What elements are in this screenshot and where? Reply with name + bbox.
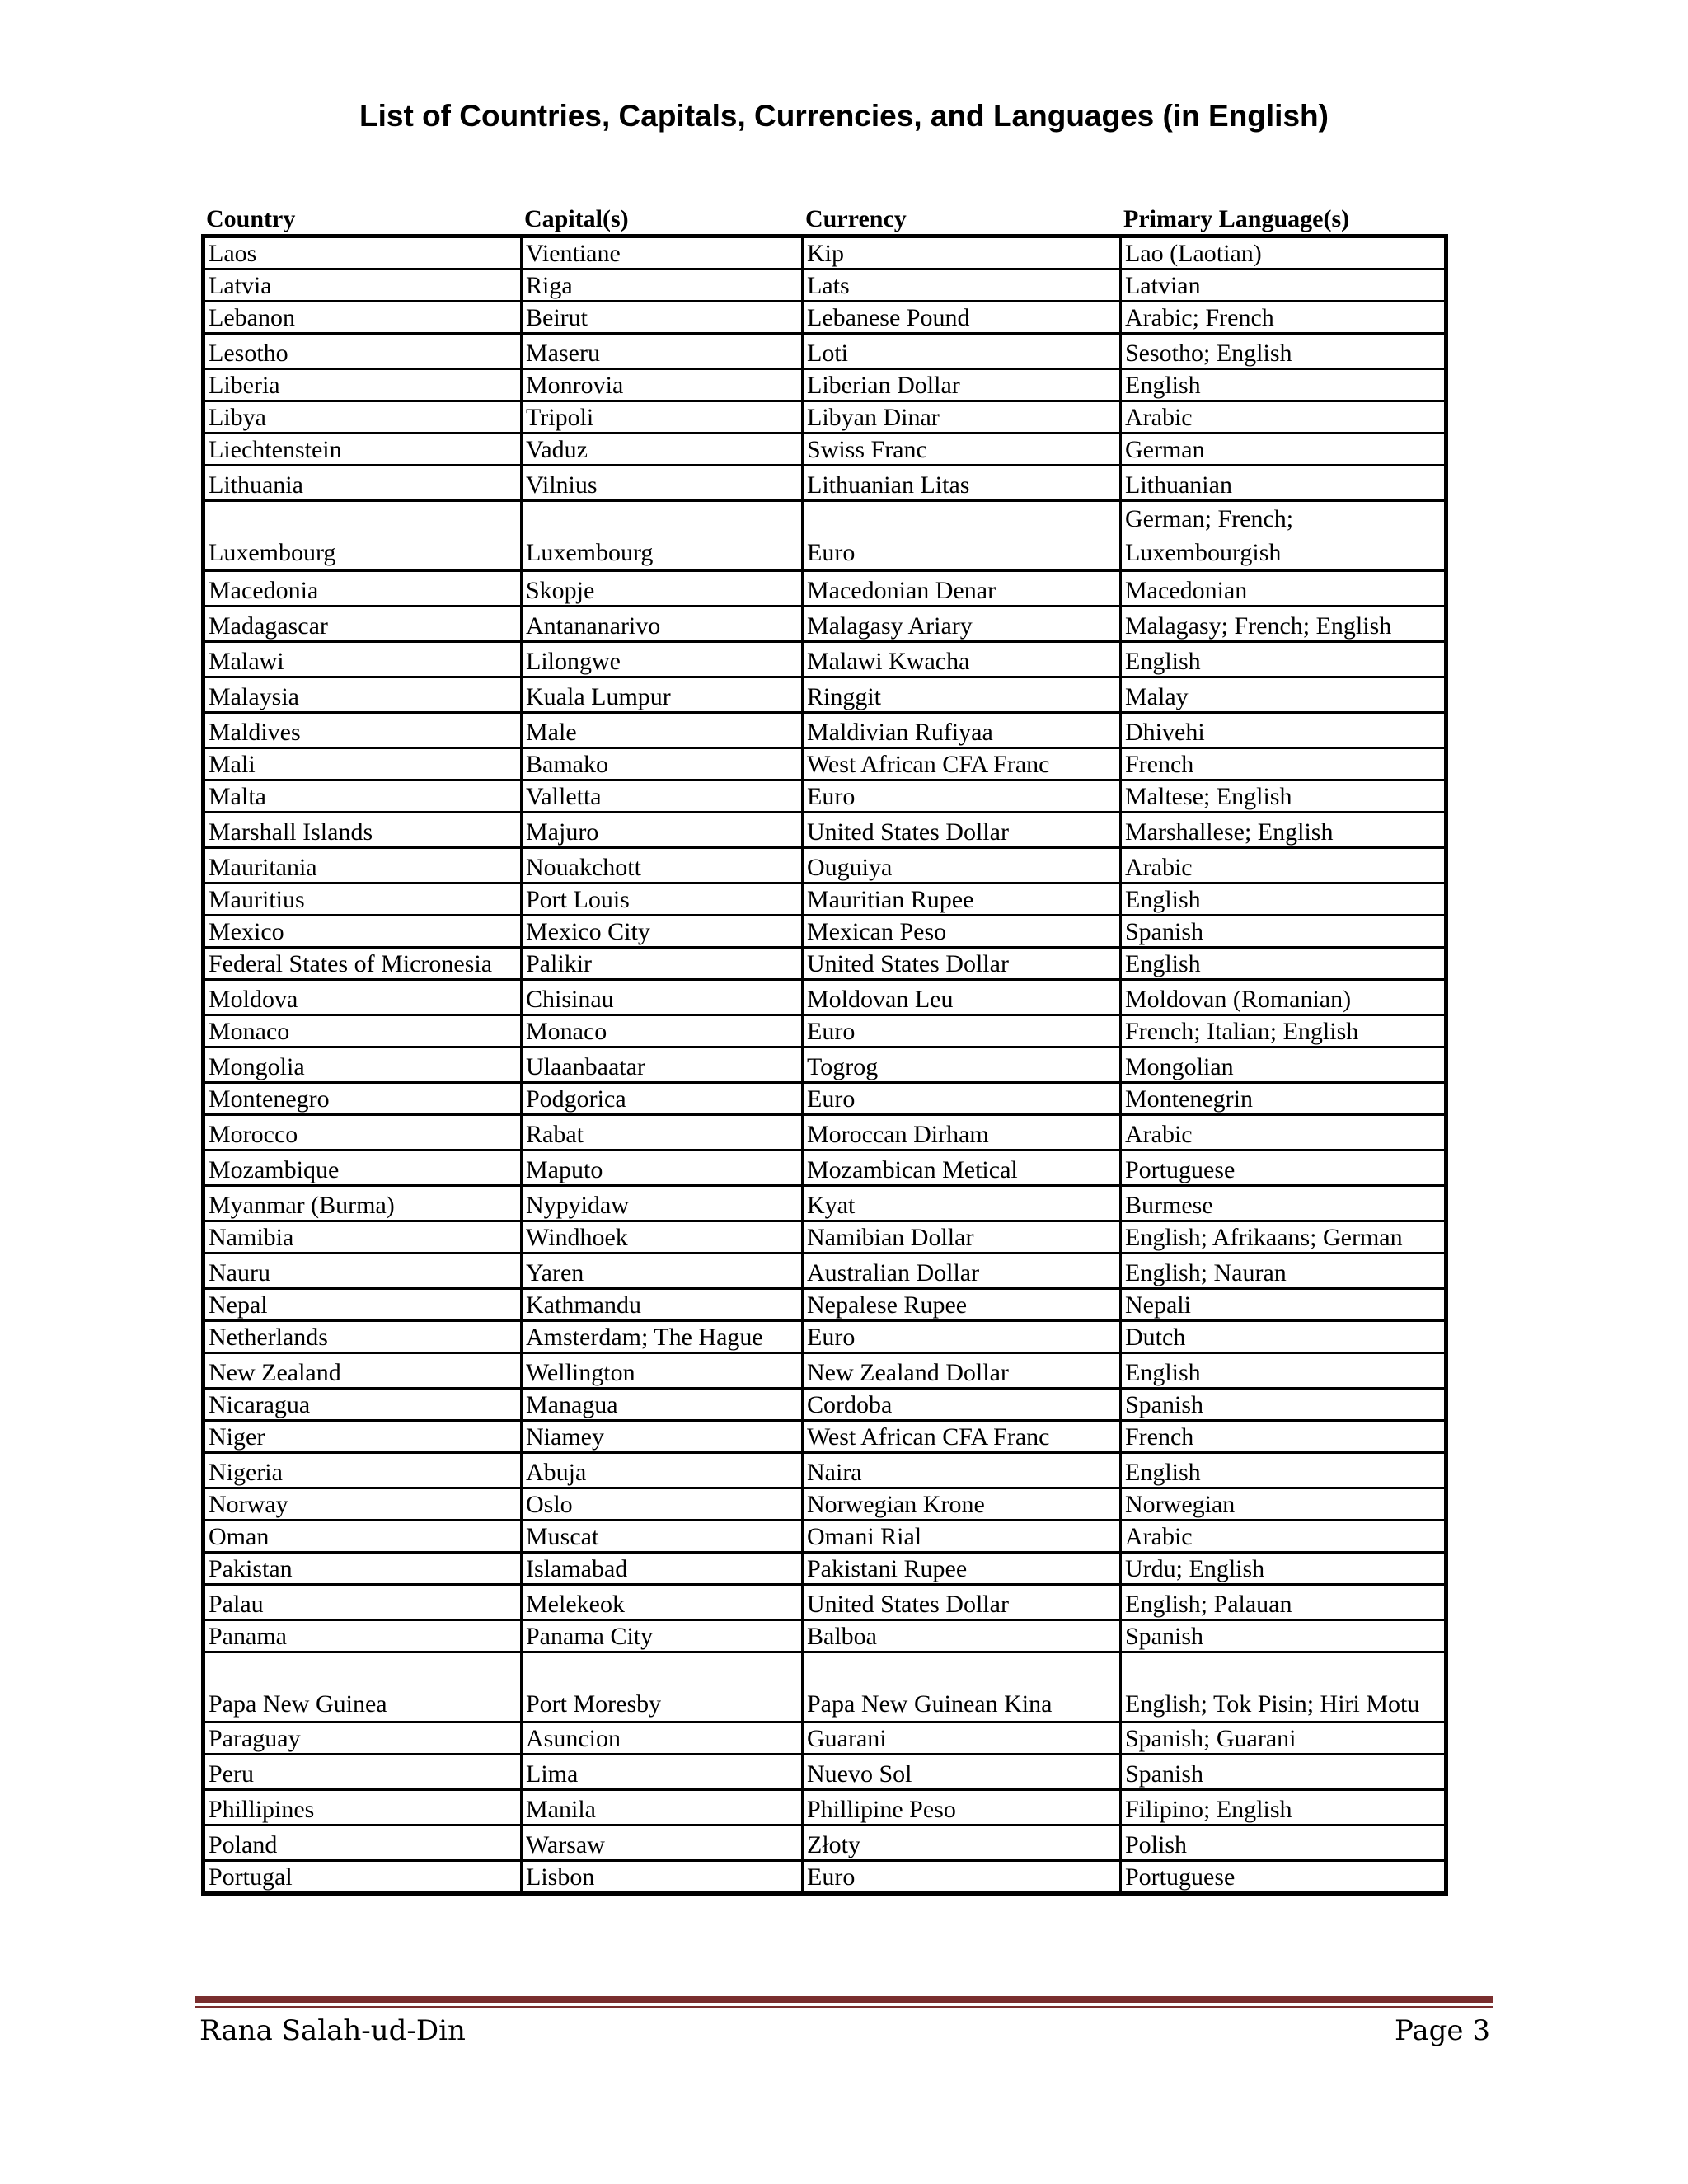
table-row: [204, 848, 1447, 883]
country-cell: Paraguay: [204, 1722, 522, 1755]
capital-cell: Tripoli: [522, 401, 803, 434]
table-row: [204, 1488, 1447, 1521]
country-cell: Malta: [204, 780, 522, 813]
language-cell: English: [1121, 1453, 1447, 1488]
language-cell: Marshallese; English: [1121, 813, 1447, 848]
language-cell: Spanish: [1121, 1389, 1447, 1421]
capital-cell: Vientiane: [522, 237, 803, 269]
country-cell: Mozambique: [204, 1151, 522, 1186]
language-cell: Norwegian: [1121, 1488, 1447, 1521]
footer-page-number: Page 3: [1395, 2014, 1490, 2047]
table-row: [204, 1521, 1447, 1553]
capital-cell: Male: [522, 713, 803, 748]
language-cell: Spanish; Guarani: [1121, 1722, 1447, 1755]
country-cell: Pakistan: [204, 1553, 522, 1585]
currency-cell: Liberian Dollar: [803, 369, 1121, 401]
language-cell: Arabic: [1121, 848, 1447, 883]
country-cell: Mongolia: [204, 1047, 522, 1083]
table-row: [204, 1389, 1447, 1421]
language-cell: Polish: [1121, 1825, 1447, 1861]
country-cell: Lesotho: [204, 334, 522, 369]
currency-cell: Malawi Kwacha: [803, 642, 1121, 677]
country-cell: Libya: [204, 401, 522, 434]
language-cell: English: [1121, 948, 1447, 980]
currency-cell: Cordoba: [803, 1389, 1121, 1421]
table-row: [204, 369, 1447, 401]
capital-cell: Vilnius: [522, 466, 803, 501]
currency-cell: Guarani: [803, 1722, 1121, 1755]
capital-cell: Vaduz: [522, 434, 803, 466]
table-row: [204, 642, 1447, 677]
currency-cell: Phillipine Peso: [803, 1790, 1121, 1825]
country-cell: Macedonia: [204, 571, 522, 607]
language-cell: English: [1121, 642, 1447, 677]
language-cell: Portuguese: [1121, 1151, 1447, 1186]
currency-cell: Omani Rial: [803, 1521, 1121, 1553]
language-cell: Spanish: [1121, 1755, 1447, 1790]
footer-rule: [195, 1996, 1493, 2003]
capital-cell: Skopje: [522, 571, 803, 607]
capital-cell: Rabat: [522, 1115, 803, 1151]
country-cell: Namibia: [204, 1221, 522, 1254]
header-currency: Currency: [805, 205, 907, 232]
country-cell: Malaysia: [204, 677, 522, 713]
currency-cell: Euro: [803, 501, 1121, 571]
capital-cell: Wellington: [522, 1353, 803, 1389]
table-row: [204, 813, 1447, 848]
header-country: Country: [206, 205, 296, 232]
table-row: [204, 1289, 1447, 1321]
capital-cell: Melekeok: [522, 1585, 803, 1620]
currency-cell: Moroccan Dirham: [803, 1115, 1121, 1151]
country-cell: Peru: [204, 1755, 522, 1790]
country-cell: Laos: [204, 237, 522, 269]
capital-cell: Chisinau: [522, 980, 803, 1015]
language-cell: Spanish: [1121, 1620, 1447, 1652]
country-cell: Nauru: [204, 1254, 522, 1289]
currency-cell: Papa New Guinean Kina: [803, 1652, 1121, 1722]
table-row: [204, 1553, 1447, 1585]
table-row: [204, 1047, 1447, 1083]
capital-cell: Lilongwe: [522, 642, 803, 677]
currency-cell: Loti: [803, 334, 1121, 369]
table-row: [204, 1254, 1447, 1289]
language-cell: French: [1121, 1421, 1447, 1453]
language-cell: Urdu; English: [1121, 1553, 1447, 1585]
currency-cell: United States Dollar: [803, 1585, 1121, 1620]
language-cell: Moldovan (Romanian): [1121, 980, 1447, 1015]
language-cell: French; Italian; English: [1121, 1015, 1447, 1047]
table-row: [204, 1652, 1447, 1722]
country-cell: Palau: [204, 1585, 522, 1620]
currency-cell: Mexican Peso: [803, 916, 1121, 948]
language-cell: Dutch: [1121, 1321, 1447, 1353]
header-language: Primary Language(s): [1123, 205, 1350, 232]
language-cell: Nepali: [1121, 1289, 1447, 1321]
currency-cell: New Zealand Dollar: [803, 1353, 1121, 1389]
footer-author: Rana Salah-ud-Din: [199, 2014, 466, 2047]
currency-cell: Lebanese Pound: [803, 302, 1121, 334]
currency-cell: Kip: [803, 237, 1121, 269]
currency-cell: Ringgit: [803, 677, 1121, 713]
table-row: [204, 748, 1447, 780]
language-cell: Malagasy; French; English: [1121, 607, 1447, 642]
language-cell: English; Tok Pisin; Hiri Motu: [1121, 1652, 1447, 1722]
table-row: [204, 1421, 1447, 1453]
language-cell: German; French; Luxembourgish: [1121, 501, 1447, 571]
table-row: [204, 980, 1447, 1015]
capital-cell: Kathmandu: [522, 1289, 803, 1321]
country-cell: Liberia: [204, 369, 522, 401]
capital-cell: Maseru: [522, 334, 803, 369]
country-cell: New Zealand: [204, 1353, 522, 1389]
currency-cell: Lithuanian Litas: [803, 466, 1121, 501]
table-row: [204, 883, 1447, 916]
country-cell: Poland: [204, 1825, 522, 1861]
capital-cell: Lima: [522, 1755, 803, 1790]
country-cell: Nicaragua: [204, 1389, 522, 1421]
capital-cell: Bamako: [522, 748, 803, 780]
table-row: [204, 1321, 1447, 1353]
currency-cell: United States Dollar: [803, 948, 1121, 980]
footer-rule-thin: [195, 2006, 1493, 2008]
currency-cell: Malagasy Ariary: [803, 607, 1121, 642]
language-cell: Filipino; English: [1121, 1790, 1447, 1825]
country-cell: Nepal: [204, 1289, 522, 1321]
table-row: [204, 269, 1447, 302]
currency-cell: West African CFA Franc: [803, 1421, 1121, 1453]
language-cell: English: [1121, 369, 1447, 401]
currency-cell: Nepalese Rupee: [803, 1289, 1121, 1321]
capital-cell: Windhoek: [522, 1221, 803, 1254]
countries-table: [201, 234, 1448, 1896]
country-cell: Moldova: [204, 980, 522, 1015]
country-cell: Morocco: [204, 1115, 522, 1151]
table-row: [204, 1861, 1447, 1894]
language-cell: Montenegrin: [1121, 1083, 1447, 1115]
capital-cell: Amsterdam; The Hague: [522, 1321, 803, 1353]
currency-cell: Euro: [803, 1321, 1121, 1353]
language-cell: Arabic; French: [1121, 302, 1447, 334]
country-cell: Mexico: [204, 916, 522, 948]
table-row: [204, 302, 1447, 334]
table-row: [204, 434, 1447, 466]
capital-cell: Lisbon: [522, 1861, 803, 1894]
table-row: [204, 713, 1447, 748]
table-row: [204, 677, 1447, 713]
language-cell: Maltese; English: [1121, 780, 1447, 813]
capital-cell: Niamey: [522, 1421, 803, 1453]
country-cell: Panama: [204, 1620, 522, 1652]
country-cell: Portugal: [204, 1861, 522, 1894]
currency-cell: Libyan Dinar: [803, 401, 1121, 434]
table-row: [204, 1790, 1447, 1825]
currency-cell: Naira: [803, 1453, 1121, 1488]
country-cell: Mali: [204, 748, 522, 780]
language-cell: English: [1121, 883, 1447, 916]
language-cell: Burmese: [1121, 1186, 1447, 1221]
currency-cell: Euro: [803, 1861, 1121, 1894]
language-cell: English: [1121, 1353, 1447, 1389]
currency-cell: Moldovan Leu: [803, 980, 1121, 1015]
language-cell: Arabic: [1121, 1115, 1447, 1151]
currency-cell: Złoty: [803, 1825, 1121, 1861]
language-cell: Portuguese: [1121, 1861, 1447, 1894]
capital-cell: Maputo: [522, 1151, 803, 1186]
language-cell: English; Palauan: [1121, 1585, 1447, 1620]
currency-cell: Kyat: [803, 1186, 1121, 1221]
countries-table-container: [201, 201, 1444, 1896]
country-cell: Oman: [204, 1521, 522, 1553]
country-cell: Myanmar (Burma): [204, 1186, 522, 1221]
capital-cell: Beirut: [522, 302, 803, 334]
table-row: [204, 1353, 1447, 1389]
language-cell: Lithuanian: [1121, 466, 1447, 501]
currency-cell: Norwegian Krone: [803, 1488, 1121, 1521]
capital-cell: Mexico City: [522, 916, 803, 948]
country-cell: Phillipines: [204, 1790, 522, 1825]
currency-cell: Namibian Dollar: [803, 1221, 1121, 1254]
table-row: [204, 237, 1447, 269]
currency-cell: Balboa: [803, 1620, 1121, 1652]
language-cell: French: [1121, 748, 1447, 780]
table-row: [204, 1825, 1447, 1861]
country-cell: Liechtenstein: [204, 434, 522, 466]
currency-cell: Maldivian Rufiyaa: [803, 713, 1121, 748]
capital-cell: Port Louis: [522, 883, 803, 916]
language-cell: Latvian: [1121, 269, 1447, 302]
currency-cell: Euro: [803, 1083, 1121, 1115]
table-row: [204, 1755, 1447, 1790]
capital-cell: Managua: [522, 1389, 803, 1421]
language-cell: English; Afrikaans; German: [1121, 1221, 1447, 1254]
country-cell: Netherlands: [204, 1321, 522, 1353]
capital-cell: Valletta: [522, 780, 803, 813]
capital-cell: Nouakchott: [522, 848, 803, 883]
currency-cell: Mozambican Metical: [803, 1151, 1121, 1186]
country-cell: Lebanon: [204, 302, 522, 334]
capital-cell: Islamabad: [522, 1553, 803, 1585]
capital-cell: Monrovia: [522, 369, 803, 401]
currency-cell: Macedonian Denar: [803, 571, 1121, 607]
currency-cell: Togrog: [803, 1047, 1121, 1083]
currency-cell: Nuevo Sol: [803, 1755, 1121, 1790]
country-cell: Montenegro: [204, 1083, 522, 1115]
capital-cell: Ulaanbaatar: [522, 1047, 803, 1083]
table-body: [204, 237, 1447, 1894]
currency-cell: Australian Dollar: [803, 1254, 1121, 1289]
capital-cell: Nypyidaw: [522, 1186, 803, 1221]
country-cell: Mauritius: [204, 883, 522, 916]
country-cell: Maldives: [204, 713, 522, 748]
capital-cell: Warsaw: [522, 1825, 803, 1861]
capital-cell: Abuja: [522, 1453, 803, 1488]
country-cell: Latvia: [204, 269, 522, 302]
capital-cell: Asuncion: [522, 1722, 803, 1755]
table-row: [204, 1186, 1447, 1221]
currency-cell: Lats: [803, 269, 1121, 302]
language-cell: Lao (Laotian): [1121, 237, 1447, 269]
currency-cell: Mauritian Rupee: [803, 883, 1121, 916]
language-cell: Arabic: [1121, 1521, 1447, 1553]
table-row: [204, 780, 1447, 813]
capital-cell: Manila: [522, 1790, 803, 1825]
currency-cell: Euro: [803, 1015, 1121, 1047]
country-cell: Papa New Guinea: [204, 1652, 522, 1722]
country-cell: Malawi: [204, 642, 522, 677]
capital-cell: Yaren: [522, 1254, 803, 1289]
table-row: [204, 401, 1447, 434]
language-cell: Arabic: [1121, 401, 1447, 434]
table-row: [204, 571, 1447, 607]
country-cell: Luxembourg: [204, 501, 522, 571]
capital-cell: Port Moresby: [522, 1652, 803, 1722]
table-row: [204, 1722, 1447, 1755]
country-cell: Mauritania: [204, 848, 522, 883]
capital-cell: Antananarivo: [522, 607, 803, 642]
country-cell: Niger: [204, 1421, 522, 1453]
currency-cell: Pakistani Rupee: [803, 1553, 1121, 1585]
country-cell: Marshall Islands: [204, 813, 522, 848]
country-cell: Monaco: [204, 1015, 522, 1047]
capital-cell: Riga: [522, 269, 803, 302]
language-cell: Sesotho; English: [1121, 334, 1447, 369]
page-title: List of Countries, Capitals, Currencies, and Languages (in English): [359, 99, 1329, 133]
capital-cell: Kuala Lumpur: [522, 677, 803, 713]
table-row: [204, 1083, 1447, 1115]
country-cell: Madagascar: [204, 607, 522, 642]
table-row: [204, 334, 1447, 369]
capital-cell: Panama City: [522, 1620, 803, 1652]
country-cell: Federal States of Micronesia: [204, 948, 522, 980]
currency-cell: Ouguiya: [803, 848, 1121, 883]
capital-cell: Muscat: [522, 1521, 803, 1553]
table-row: [204, 916, 1447, 948]
header-capital: Capital(s): [524, 205, 629, 232]
country-cell: Nigeria: [204, 1453, 522, 1488]
currency-cell: Euro: [803, 780, 1121, 813]
language-cell: Mongolian: [1121, 1047, 1447, 1083]
language-cell: Malay: [1121, 677, 1447, 713]
table-row: [204, 1221, 1447, 1254]
currency-cell: Swiss Franc: [803, 434, 1121, 466]
currency-cell: West African CFA Franc: [803, 748, 1121, 780]
table-row: [204, 466, 1447, 501]
table-row: [204, 948, 1447, 980]
country-cell: Norway: [204, 1488, 522, 1521]
capital-cell: Monaco: [522, 1015, 803, 1047]
table-row: [204, 1151, 1447, 1186]
table-row: [204, 501, 1447, 571]
country-cell: Lithuania: [204, 466, 522, 501]
table-row: [204, 1453, 1447, 1488]
capital-cell: Palikir: [522, 948, 803, 980]
table-row: [204, 1620, 1447, 1652]
table-row: [204, 1115, 1447, 1151]
currency-cell: United States Dollar: [803, 813, 1121, 848]
language-cell: English; Nauran: [1121, 1254, 1447, 1289]
table-header-row: [201, 201, 1444, 234]
language-cell: Macedonian: [1121, 571, 1447, 607]
language-cell: Dhivehi: [1121, 713, 1447, 748]
capital-cell: Oslo: [522, 1488, 803, 1521]
capital-cell: Podgorica: [522, 1083, 803, 1115]
language-cell: German: [1121, 434, 1447, 466]
capital-cell: Luxembourg: [522, 501, 803, 571]
language-cell: Spanish: [1121, 916, 1447, 948]
table-row: [204, 1015, 1447, 1047]
table-row: [204, 1585, 1447, 1620]
table-row: [204, 607, 1447, 642]
capital-cell: Majuro: [522, 813, 803, 848]
